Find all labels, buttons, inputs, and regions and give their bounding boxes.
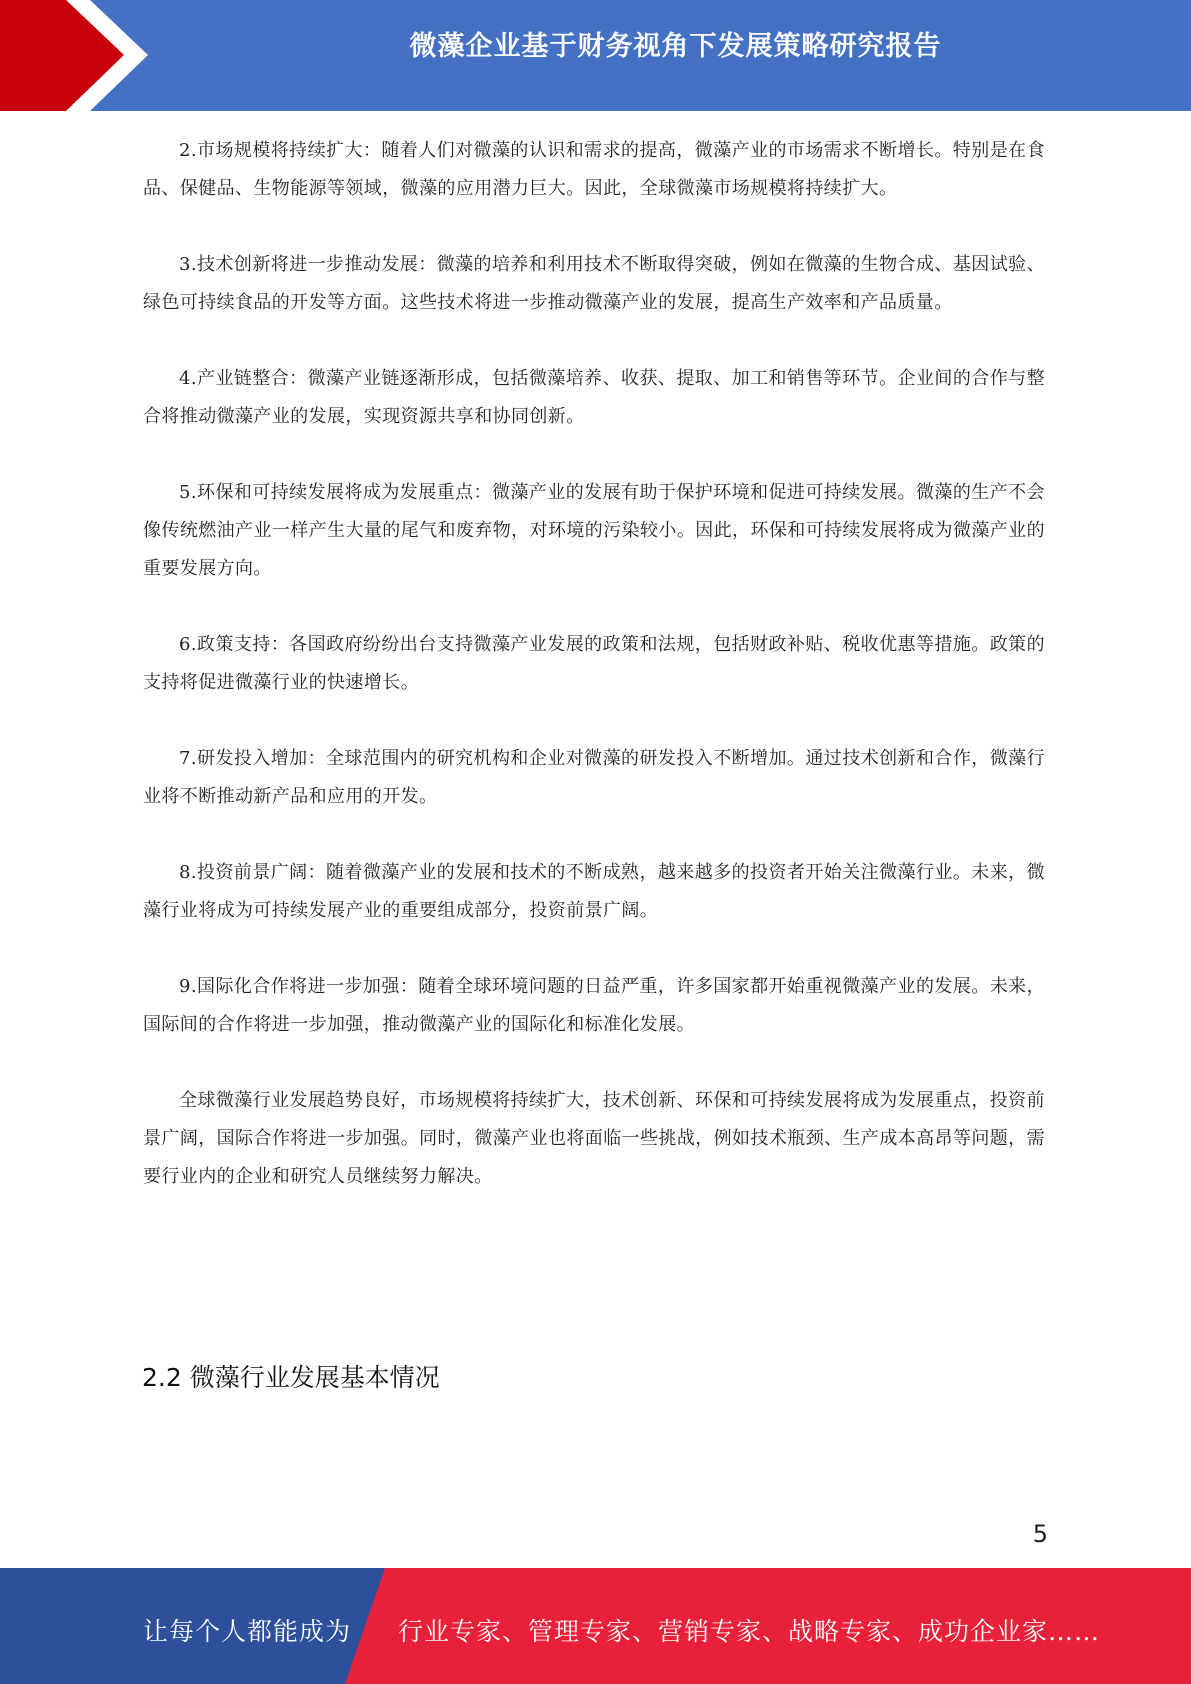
page-footer <box>0 1568 1191 1684</box>
paragraph-gap <box>143 208 1045 246</box>
paragraph-gap <box>143 588 1045 626</box>
paragraph-item-2: 2.市场规模将持续扩大：随着人们对微藻的认识和需求的提高，微藻产业的市场需求不断增长。特别是在食品、保健品、生物能源等领域，微藻的应用潜力巨大。因此，全球微藻市场规模将持续扩大。 <box>143 140 1045 199</box>
document-title: 微藻企业基于财务视角下发展策略研究报告 <box>409 31 942 62</box>
footer-slogan-left: 让每个人都能成为 <box>143 1617 352 1646</box>
paragraph-item-6: 6.政策支持：各国政府纷纷出台支持微藻产业发展的政策和法规，包括财政补贴、税收优惠等措施。政策的支持将促进微藻行业的快速增长。 <box>143 634 1045 693</box>
page-header <box>0 0 1191 111</box>
paragraph-item-3: 3.技术创新将进一步推动发展：微藻的培养和利用技术不断取得突破，例如在微藻的生物合成、基因试验、绿色可持续食品的开发等方面。这些技术将进一步推动微藻产业的发展，提高生产效率和产品质量。 <box>143 254 1045 313</box>
paragraph-item-8: 8.投资前景广阔：随着微藻产业的发展和技术的不断成熟，越来越多的投资者开始关注微藻行业。未来，微藻行业将成为可持续发展产业的重要组成部分，投资前景广阔。 <box>143 862 1045 921</box>
paragraph-item-5: 5.环保和可持续发展将成为发展重点：微藻产业的发展有助于保护环境和促进可持续发展。微藻的生产不会像传统燃油产业一样产生大量的尾气和废弃物，对环境的污染较小。因此，环保和可持续发展将成为微藻产业的重要发展方向。 <box>143 482 1045 579</box>
paragraph-gap <box>143 322 1045 360</box>
paragraph-gap <box>143 436 1045 474</box>
paragraph-gap <box>143 702 1045 740</box>
summary-paragraph: 全球微藻行业发展趋势良好，市场规模将持续扩大，技术创新、环保和可持续发展将成为发展重点，投资前景广阔，国际合作将进一步加强。同时，微藻产业也将面临一些挑战，例如技术瓶颈、生产成本高昂等问题，需要行业内的企业和研究人员继续努力解决。 <box>143 1090 1045 1187</box>
paragraph-item-9: 9.国际化合作将进一步加强：随着全球环境问题的日益严重，许多国家都开始重视微藻产业的发展。未来，国际间的合作将进一步加强，推动微藻产业的国际化和标准化发展。 <box>143 976 1045 1035</box>
paragraph-item-4: 4.产业链整合：微藻产业链逐渐形成，包括微藻培养、收获、提取、加工和销售等环节。企业间的合作与整合将推动微藻产业的发展，实现资源共享和协同创新。 <box>143 368 1045 427</box>
body-content <box>143 132 1045 1196</box>
paragraph-gap <box>143 816 1045 854</box>
paragraph-gap <box>143 1044 1045 1082</box>
page-number: 5 <box>1032 1520 1048 1548</box>
paragraph-gap <box>143 930 1045 968</box>
footer-slogan-right: 行业专家、管理专家、营销专家、战略专家、成功企业家…… <box>398 1617 1101 1646</box>
section-heading: 2.2 微藻行业发展基本情况 <box>142 1363 440 1392</box>
paragraph-item-7: 7.研发投入增加：全球范围内的研究机构和企业对微藻的研发投入不断增加。通过技术创新和合作，微藻行业将不断推动新产品和应用的开发。 <box>143 748 1045 807</box>
